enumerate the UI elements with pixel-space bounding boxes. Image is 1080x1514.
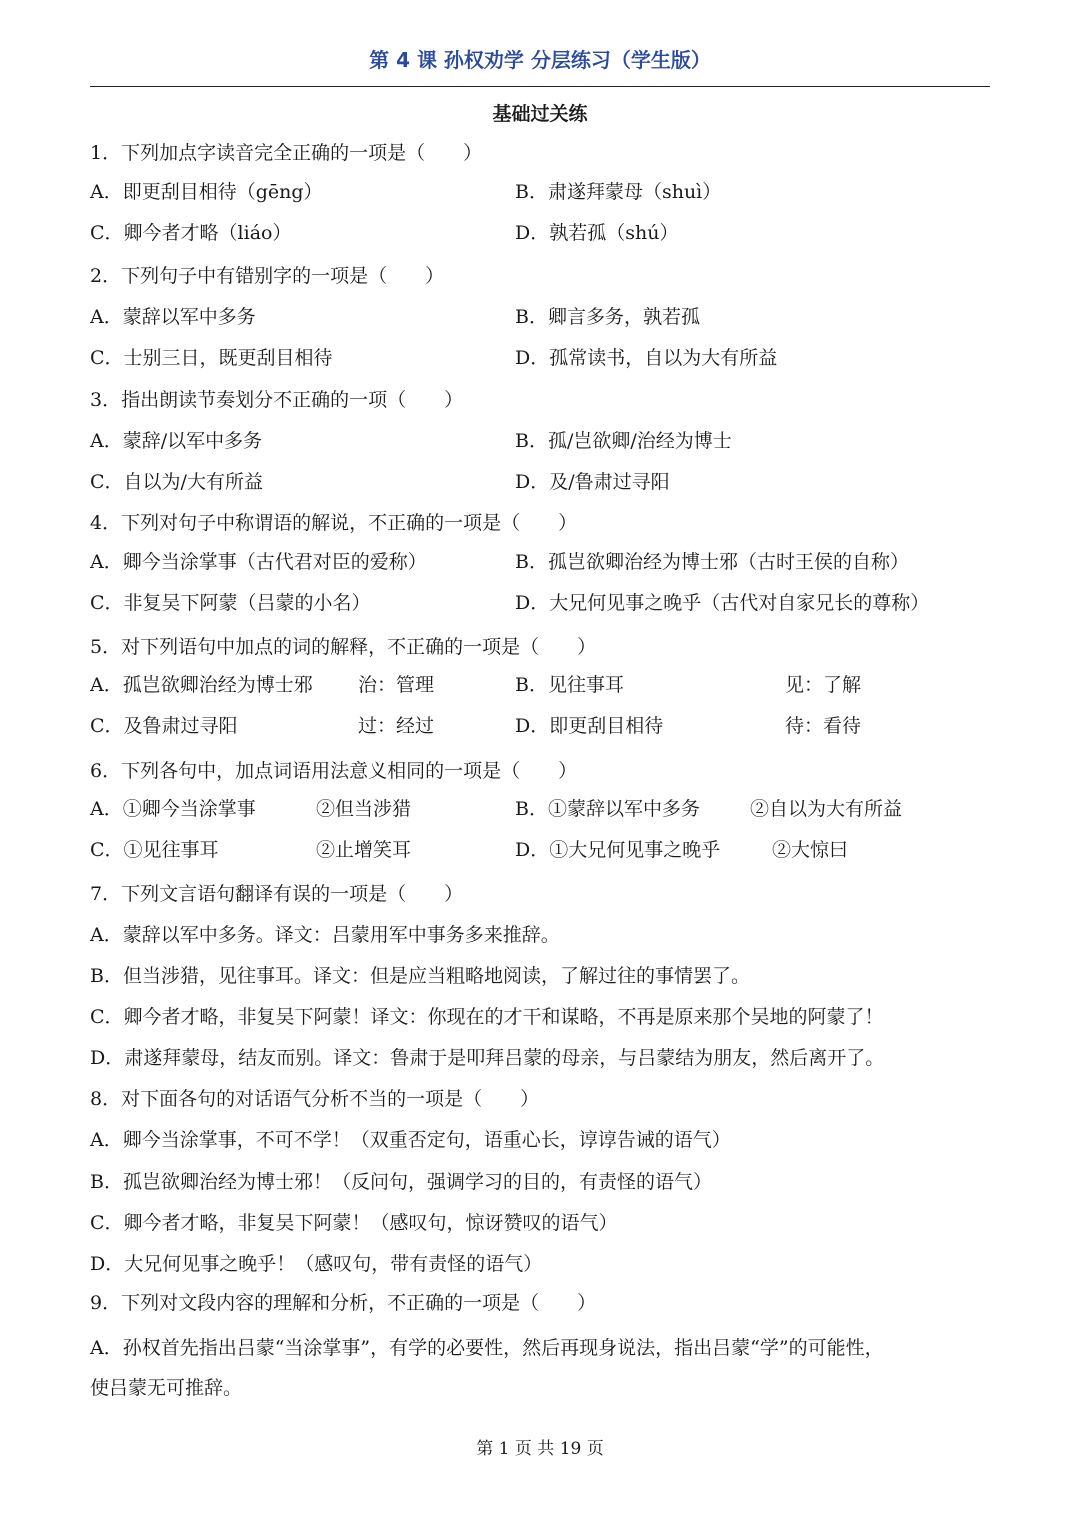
option-d: D．①大兄何见事之晚乎 <box>515 839 721 861</box>
option-c: C．及鲁肃过寻阳 <box>90 715 238 737</box>
option-a-second: ②但当涉猎 <box>316 798 412 820</box>
option-b: B．孤岂欲卿治经为博士邪（古时王侯的自称） <box>515 551 909 573</box>
question-stem: 5．对下列语句中加点的词的解释，不正确的一项是（ ） <box>90 636 597 658</box>
option-b-second: ②自以为大有所益 <box>750 798 903 820</box>
option-d: D．肃遂拜蒙母，结友而别。译文：鲁肃于是叩拜吕蒙的母亲，与吕蒙结为朋友，然后离开了。 <box>90 1047 885 1069</box>
option-b: B．肃遂拜蒙母（shuì） <box>515 181 722 203</box>
option-a: A．即更刮目相待（gēng） <box>90 181 323 203</box>
option-c: C．①见往事耳 <box>90 839 219 861</box>
option-c: C．卿今者才略，非复吴下阿蒙！（感叹句，惊讶赞叹的语气） <box>90 1212 618 1234</box>
option-a: A．孙权首先指出吕蒙“当涂掌事”，有学的必要性，然后再现身说法，指出吕蒙“学”的可能性， <box>90 1337 884 1359</box>
page-header-title: 第 4 课 孙权劝学 分层练习（学生版） <box>369 48 711 72</box>
option-b: B．卿言多务，孰若孤 <box>515 306 700 328</box>
option-a: A．卿今当涂掌事（古代君对臣的爱称） <box>90 551 427 573</box>
option-b: B．孤/岂欲卿/治经为博士 <box>515 430 732 452</box>
header-divider <box>90 86 990 87</box>
question-stem: 9．下列对文段内容的理解和分析，不正确的一项是（ ） <box>90 1292 597 1314</box>
option-c: C．非复吴下阿蒙（吕蒙的小名） <box>90 592 371 614</box>
option-d-second: ②大惊曰 <box>772 839 849 861</box>
option-b: B．①蒙辞以军中多务 <box>515 798 700 820</box>
question-stem: 3．指出朗读节奏划分不正确的一项（ ） <box>90 389 464 411</box>
option-d-explanation: 待：看待 <box>785 715 862 737</box>
option-a: A．蒙辞以军中多务 <box>90 306 256 328</box>
option-a: A．蒙辞/以军中多务 <box>90 430 263 452</box>
option-d: D．及/鲁肃过寻阳 <box>515 471 670 493</box>
question-stem: 2．下列句子中有错别字的一项是（ ） <box>90 265 445 287</box>
option-b-explanation: 见：了解 <box>785 674 862 696</box>
option-d: D．大兄何见事之晚乎（古代对自家兄长的尊称） <box>515 592 930 614</box>
option-c: C．卿今者才略，非复吴下阿蒙！译文：你现在的才干和谋略，不再是原来那个吴地的阿蒙了！ <box>90 1006 884 1028</box>
option-b: B．见往事耳 <box>515 674 624 696</box>
section-title: 基础过关练 <box>492 103 588 125</box>
option-d: D．孤常读书，自以为大有所益 <box>515 347 778 369</box>
option-a: A．蒙辞以军中多务。译文：吕蒙用军中事务多来推辞。 <box>90 924 560 946</box>
page-number: 第 1 页 共 19 页 <box>476 1439 604 1459</box>
option-c: C．士别三日，既更刮目相待 <box>90 347 333 369</box>
option-d: D．大兄何见事之晚乎！（感叹句，带有责怪的语气） <box>90 1253 543 1275</box>
option-c-explanation: 过：经过 <box>358 715 435 737</box>
question-stem: 4．下列对句子中称谓语的解说，不正确的一项是（ ） <box>90 512 578 534</box>
question-stem: 1．下列加点字读音完全正确的一项是（ ） <box>90 142 483 164</box>
option-d: D．孰若孤（shú） <box>515 222 679 244</box>
option-a-continued: 使吕蒙无可推辞。 <box>90 1377 243 1399</box>
question-stem: 8．对下面各句的对话语气分析不当的一项是（ ） <box>90 1088 540 1110</box>
option-a: A．孤岂欲卿治经为博士邪 <box>90 674 313 696</box>
option-a: A．①卿今当涂掌事 <box>90 798 256 820</box>
option-b: B．但当涉猎，见往事耳。译文：但是应当粗略地阅读，了解过往的事情罢了。 <box>90 965 750 987</box>
question-stem: 7．下列文言语句翻译有误的一项是（ ） <box>90 883 464 905</box>
option-a: A．卿今当涂掌事，不可不学！（双重否定句，语重心长，谆谆告诫的语气） <box>90 1129 731 1151</box>
option-c: C．卿今者才略（liáo） <box>90 222 292 244</box>
option-c: C．自以为/大有所益 <box>90 471 263 493</box>
option-b: B．孤岂欲卿治经为博士邪！（反问句，强调学习的目的，有责怪的语气） <box>90 1171 712 1193</box>
option-c-second: ②止增笑耳 <box>316 839 412 861</box>
option-d: D．即更刮目相待 <box>515 715 664 737</box>
question-stem: 6．下列各句中，加点词语用法意义相同的一项是（ ） <box>90 760 578 782</box>
option-a-explanation: 治：管理 <box>358 674 435 696</box>
